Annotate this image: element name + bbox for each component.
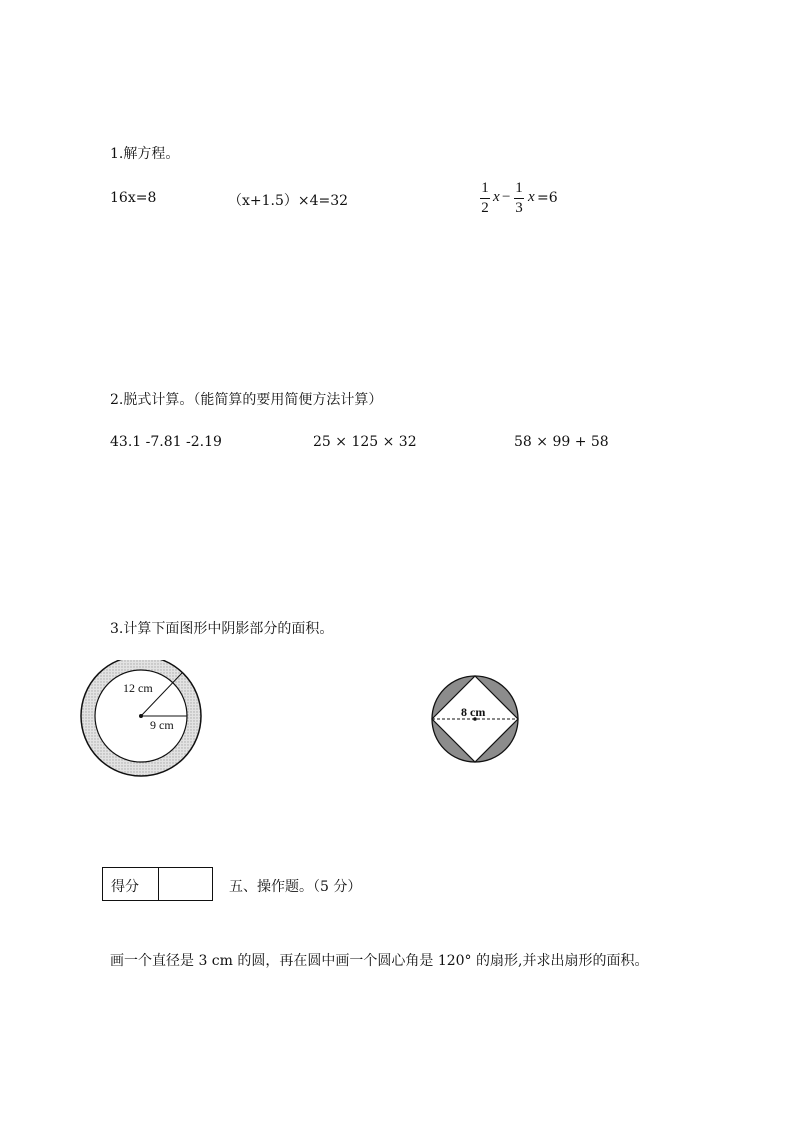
section2-title: 2.脱式计算。（能简算的要用简便方法计算） bbox=[110, 392, 383, 408]
minus-sign: − bbox=[502, 189, 511, 205]
outer-radius-label: 12 cm bbox=[123, 681, 153, 695]
score-box bbox=[102, 867, 213, 901]
equation-2: （x+1.5）×4=32 bbox=[228, 193, 349, 209]
inner-radius-label: 9 cm bbox=[150, 718, 174, 732]
expression-2: 25 × 125 × 32 bbox=[313, 434, 417, 450]
section5-heading: 五、操作题。（5 分） bbox=[229, 879, 362, 895]
fraction-2-denominator: 3 bbox=[515, 200, 523, 216]
expression-1: 43.1 -7.81 -2.19 bbox=[110, 434, 222, 450]
fraction-1-denominator: 2 bbox=[481, 200, 489, 216]
fraction-1-numerator: 1 bbox=[481, 180, 489, 196]
section5-task: 画一个直径是 3 cm 的圆，再在圆中画一个圆心角是 120° 的扇形,并求出扇形的面积。 bbox=[110, 953, 649, 969]
fraction-2-bar bbox=[514, 198, 524, 199]
fraction-1-bar bbox=[480, 198, 490, 199]
ring-figure bbox=[70, 660, 220, 785]
circle-square-figure bbox=[425, 670, 525, 770]
ring-center bbox=[139, 714, 143, 718]
variable-x-1: x bbox=[493, 189, 500, 205]
fraction-2-numerator: 1 bbox=[515, 180, 523, 196]
expression-3: 58 × 99 + 58 bbox=[514, 434, 609, 450]
section1-title: 1.解方程。 bbox=[110, 146, 180, 162]
variable-x-2: x bbox=[528, 189, 535, 205]
section3-title: 3.计算下面图形中阴影部分的面积。 bbox=[110, 621, 334, 637]
diameter-label: 8 cm bbox=[461, 705, 486, 719]
equation-1: 16x=8 bbox=[110, 190, 157, 206]
score-label: 得分 bbox=[111, 879, 139, 895]
score-divider bbox=[158, 868, 159, 900]
equation-3-rhs: =6 bbox=[537, 190, 558, 206]
